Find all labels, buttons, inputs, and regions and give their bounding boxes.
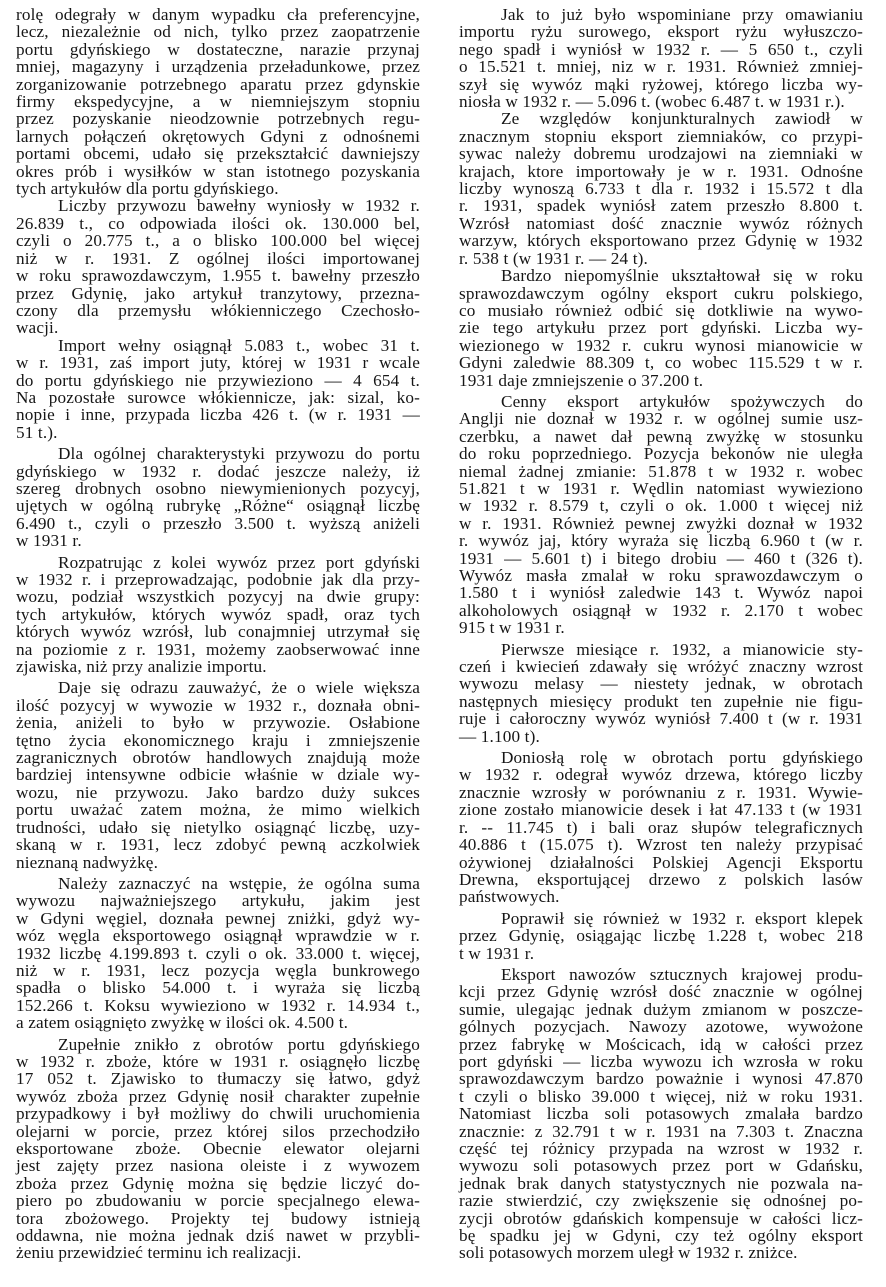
text-line: t czyli o blisko 39.000 t więcej, niż w roku 1931. bbox=[459, 1086, 863, 1106]
paragraph bbox=[459, 749, 863, 906]
text-line: czeń i kwiecień zdawały się wróżyć znaczny wzrost bbox=[459, 657, 863, 677]
text-line: Daje się odrazu zauważyć, że o wiele większa bbox=[58, 678, 420, 698]
text-line: kcji przez Gdynię wzrósł dość znacznie w ogólnej bbox=[459, 982, 863, 1002]
text-line: przypadkowy i był możliwy do chwili uruchomienia bbox=[16, 1104, 420, 1124]
text-line: lecz, niezależnie od nich, tylko przez zaopatrzenie bbox=[16, 22, 420, 42]
paragraph bbox=[16, 875, 420, 1032]
text-line: tętno życia ekonomicznego kraju i zmniejszenie bbox=[16, 730, 420, 750]
text-line: gdyńskiego w 1932 r. dodać jeszcze należy, iż bbox=[16, 461, 420, 481]
text-line: Doniosłą rolę w obrotach portu gdyńskiego bbox=[501, 748, 863, 768]
text-line: czony dla przemysłu włókienniczego Czechosło- bbox=[16, 300, 420, 320]
text-line: 1.580 t i wyniósł zaledwie 143 t. Wywóz napoi bbox=[459, 583, 863, 603]
text-line: 1931 — 5.601 t) i bitego drobiu — 460 t (326 t). bbox=[459, 548, 863, 568]
paragraph bbox=[16, 445, 420, 549]
text-line: Drewna, eksportującej drzewo z polskich lasów bbox=[459, 869, 863, 889]
text-line: eksportowane zboże. Obecnie elewator olejarni bbox=[16, 1139, 420, 1158]
text-line: niż w r. 1931. Z ogólnej ilości importowanej bbox=[16, 248, 420, 268]
text-line: szył się wywóz mąki ryżowej, którego liczba wy- bbox=[459, 74, 863, 94]
paragraph bbox=[16, 1036, 420, 1262]
text-line: wywóz zboża przez Gdynię nosił charakter zupełnie bbox=[16, 1086, 420, 1106]
text-line: na poziomie z r. 1931, możemy zaobserwować inne bbox=[16, 639, 420, 659]
text-line: Natomiast liczba soli potasowych zmalała bardzo bbox=[459, 1104, 863, 1124]
text-line: bardziej intensywne odbicie właśnie w dziale wy- bbox=[16, 765, 420, 785]
text-line: firmy ekspedycyjne, a w niemniejszym stopniu bbox=[16, 92, 420, 112]
text-line: olejarni w porcie, przez której silos przechodziło bbox=[16, 1121, 420, 1141]
text-line: Na pozostałe surowce włókiennicze, jak: sizal, ko- bbox=[16, 387, 420, 407]
paragraph bbox=[16, 197, 420, 336]
text-line: zjawiska, niż przy analizie importu. bbox=[16, 657, 267, 677]
text-line: r. 1931, spadek wyniósł zatem przeszło 8.800 t. bbox=[459, 196, 863, 216]
text-line: sumie, ulegając jednak dużym zmianom w poszcze- bbox=[459, 999, 863, 1019]
text-line: sprawozdawczym bardzo poważnie i wynosi 47.870 bbox=[459, 1069, 863, 1089]
text-line: żeniu przewidzieć terminu ich realizacji. bbox=[16, 1243, 302, 1263]
text-line: Bardzo niepomyślnie ukształtował się w roku bbox=[501, 266, 863, 286]
text-line: portu gdyńskiego w dostateczne, narazie przynaj bbox=[16, 39, 420, 59]
text-line: nopie i inne, przypada liczba 426 t. (w r. 1931 — bbox=[16, 405, 420, 425]
text-line: 1931 daje zmniejszenie o 37.200 t. bbox=[459, 370, 704, 390]
text-line: tych artykułów dla portu gdyńskiego. bbox=[16, 179, 279, 199]
paragraph bbox=[459, 6, 863, 110]
text-column-right bbox=[459, 6, 863, 1262]
text-line: wozu, nie przywozu. Jako bardzo duży sukces bbox=[16, 782, 420, 802]
text-line: znacznie: z 32.791 t w r. 1931 na 7.303 t. Znaczna bbox=[459, 1121, 863, 1141]
text-line: Liczby przywozu bawełny wyniosły w 1932 r. bbox=[58, 196, 420, 216]
text-line: w 1931 r. bbox=[16, 531, 82, 551]
text-line: w 1932 r. i przeprowadzając, podobnie jak dla przy- bbox=[16, 570, 420, 589]
text-line: w r. 1931, zaś import juty, której w 1931 r wcale bbox=[16, 353, 420, 373]
text-line: w 1932 r. zboże, które w 1931 r. osiągnęło liczbę bbox=[16, 1051, 420, 1071]
text-line: 1932 liczbę 4.199.893 t. czyli o ok. 33.000 t. więcej, bbox=[16, 943, 420, 963]
text-line: w r. 1931. Również pewnej zwyżki doznał w 1932 bbox=[459, 513, 863, 533]
text-line: o 15.521 t. mniej, niz w r. 1931. Również zmniej- bbox=[459, 57, 863, 77]
text-line: Wywóz masła zmalał w roku sprawozdawczym o bbox=[459, 566, 863, 585]
text-line: przez Gdynię, osiągając liczbę 1.228 t, wobec 218 bbox=[459, 926, 863, 946]
text-line: przez fabrykę w Mościcach, idą w całości przez bbox=[459, 1034, 863, 1054]
paragraph bbox=[16, 337, 420, 441]
paragraph bbox=[16, 679, 420, 870]
text-line: warzyw, których eksportowano przez Gdynię w 1932 bbox=[459, 231, 863, 251]
text-line: znacznie wzrosły w porównaniu z r. 1931. Wywie- bbox=[459, 782, 863, 802]
text-line: 51.821 t w 1931 r. Wędlin natomiast wywieziono bbox=[459, 478, 863, 498]
text-line: żenia, aniżeli to było w przywozie. Osłabione bbox=[16, 713, 420, 733]
text-line: r. wywóz jaj, który wyraża się liczbą 6.960 t (w r. bbox=[459, 531, 863, 551]
text-line: niemal żadnej zmianie: 51.878 t w 1932 r. wobec bbox=[459, 461, 863, 481]
text-line: następnych miesięcy produkt ten zupełnie nie figu- bbox=[459, 691, 863, 711]
text-line: t w 1931 r. bbox=[459, 943, 535, 963]
text-line: bę spadku jej w Gdyni, czy też ogólny eksport bbox=[459, 1226, 863, 1246]
paragraph bbox=[459, 267, 863, 389]
text-line: Cenny eksport artykułów spożywczych do bbox=[501, 391, 863, 411]
text-line: zorganizowanie potrzebnego aparatu przez gdynskie bbox=[16, 74, 420, 94]
text-line: a zatem osiągnięto zwyżkę w ilości ok. 4.500 t. bbox=[16, 1013, 349, 1033]
text-line: Należy zaznaczyć na wstępie, że ogólna suma bbox=[58, 873, 420, 893]
text-line: czyli o 20.775 t., a o blisko 100.000 bel więcej bbox=[16, 231, 420, 251]
text-line: Poprawił się również w 1932 r. eksport klepek bbox=[501, 908, 863, 928]
text-line: wywozu najważniejszego artykułu, jakim jest bbox=[16, 891, 420, 911]
text-line: w 1932 r. odegrał wywóz drzewa, którego liczby bbox=[459, 765, 863, 785]
text-line: piero po zbudowaniu w porcie specjalnego elewa- bbox=[16, 1191, 420, 1211]
text-line: trudności, udało się nietylko osiągnąć liczbę, uzy- bbox=[16, 817, 420, 837]
text-line: do roku poprzedniego. Pozycja bekonów nie uległa bbox=[459, 444, 863, 464]
paragraph bbox=[16, 554, 420, 676]
text-line: w roku sprawozdawczym, 1.955 t. bawełny przeszło bbox=[16, 266, 420, 286]
text-line: część tej różnicy przypada na wzrost w 1932 r. bbox=[459, 1139, 863, 1158]
text-line: — 1.100 t). bbox=[459, 726, 540, 746]
paragraph bbox=[459, 641, 863, 745]
text-line: liczby wynoszą 6.733 t dla r. 1932 i 15.572 t dla bbox=[459, 179, 863, 199]
text-line: Dla ogólnej charakterystyki przywozu do portu bbox=[58, 444, 420, 464]
text-line: jest zajęty przez nasiona oleiste i z wywozem bbox=[16, 1156, 420, 1176]
text-line: 26.839 t., co odpowiada ilości ok. 130.000 bel, bbox=[16, 213, 420, 233]
text-line: 152.266 t. Koksu wywieziono w 1932 r. 14.934 t., bbox=[16, 995, 420, 1015]
text-line: ilość pozycyj w wywozie w 1932 r., doznała obni- bbox=[16, 695, 420, 715]
text-line: r. -- 11.745 t) i bali oraz słupów telegraficznych bbox=[459, 817, 863, 837]
text-line: zagranicznych obrotów handlowych znajdują może bbox=[16, 748, 420, 768]
text-line: rolę odegrały w danym wypadku cła preferencyjne, bbox=[16, 5, 420, 24]
text-line: Zupełnie znikło z obrotów portu gdyńskiego bbox=[58, 1034, 420, 1054]
text-line: Import wełny osiągnął 5.083 t., wobec 31 t. bbox=[58, 335, 420, 355]
text-line: których wywóz wzrósł, lub conajmniej utrzymał się bbox=[16, 622, 420, 642]
text-line: sywac należy dobremu urodzajowi na ziemniaki w bbox=[459, 144, 863, 164]
paragraph bbox=[16, 6, 420, 197]
text-line: 51 t.). bbox=[16, 422, 58, 442]
text-line: zboża przez Gdynię można się będzie liczyć do- bbox=[16, 1173, 420, 1193]
paragraph bbox=[459, 393, 863, 637]
paragraph bbox=[459, 966, 863, 1262]
text-line: spadła o blisko 54.000 t. i wyraża się liczbą bbox=[16, 978, 420, 998]
text-line: 915 t w 1931 r. bbox=[459, 618, 565, 638]
paragraph bbox=[459, 110, 863, 267]
text-line: Wzrósł natomiast dość znacznie wywóz różnych bbox=[459, 213, 863, 233]
text-line: ożywionej działalności Polskiej Agencji Eksportu bbox=[459, 852, 863, 872]
text-line: jednak brak danych statystycznych nie pozwala na- bbox=[459, 1173, 863, 1193]
text-line: niosła w 1932 r. — 5.096 t. (wobec 6.487 t. w 1931 r.). bbox=[459, 92, 845, 112]
text-line: razie stwierdzić, czy zwiększenie się odnośnej po- bbox=[459, 1191, 863, 1211]
text-line: portu uważać zatem można, że mimo wielkich bbox=[16, 800, 420, 820]
text-line: zione zostało mianowicie desek i łat 47.133 t (w 1931 bbox=[459, 800, 863, 820]
text-line: do portu gdyńskiego nie przywieziono — 4 654 t. bbox=[16, 370, 420, 390]
text-line: 40.886 t (15.075 t). Wzrost ten należy przypisać bbox=[459, 835, 863, 855]
text-line: oddawna, nie można jednak dziś nawet w przybli- bbox=[16, 1226, 420, 1246]
text-line: szereg drobnych osobno niewymienionych pozycyj, bbox=[16, 478, 420, 498]
text-line: larnych połączeń okrętowych Gdyni z odnośnemi bbox=[16, 126, 420, 146]
text-line: Eksport nawozów sztucznych krajowej produ- bbox=[501, 964, 863, 984]
text-line: Ze względów konjunkturalnych zawiodł w bbox=[501, 109, 863, 129]
text-line: Gdyni zaledwie 88.309 t, co wobec 115.529 t w r. bbox=[459, 353, 863, 373]
text-line: r. 538 t (w 1931 r. — 24 t). bbox=[459, 248, 648, 268]
text-line: przez Gdynię, jako artykuł tranzytowy, przezna- bbox=[16, 283, 420, 303]
text-line: 17 052 t. Zjawisko to tłumaczy się łatwo, gdyż bbox=[16, 1069, 420, 1089]
text-line: znacznym stopniu eksport ziemniaków, co przypi- bbox=[459, 126, 863, 146]
text-line: krajach, ktore importowały je w r. 1931. Odnośne bbox=[459, 161, 863, 181]
text-line: wacji. bbox=[16, 318, 59, 338]
text-line: mniej, magazyny i urządzenia przeładunkowe, przez bbox=[16, 57, 420, 77]
text-line: gólnych pozycjach. Nawozy azotowe, wywożone bbox=[459, 1017, 863, 1037]
text-line: port gdyński — liczba wywozu ich wzrosła w roku bbox=[459, 1051, 863, 1071]
text-line: Anglji nie doznał w 1932 r. w ogólnej sumie usz- bbox=[459, 409, 863, 429]
text-line: nego spadł i wyniósł w 1932 r. — 5 650 t., czyli bbox=[459, 39, 863, 59]
text-line: sprawozdawczym ogólny eksport cukru polskiego, bbox=[459, 283, 863, 303]
text-line: tych artykułów, których wywóz spadł, oraz tych bbox=[16, 604, 420, 624]
text-line: wywozu melasy — niestety jednak, w obrotach bbox=[459, 674, 863, 694]
text-line: Rozpatrując z kolei wywóz przez port gdyński bbox=[58, 552, 420, 572]
text-line: Jak to już było wspominiane przy omawianiu bbox=[501, 5, 863, 24]
text-line: skaną w r. 1931, lecz zdobyć pewną aczkolwiek bbox=[16, 835, 420, 855]
text-column-left bbox=[16, 6, 420, 1262]
paragraph bbox=[459, 910, 863, 962]
text-line: alkoholowych osiągnął w 1932 r. 2.170 t wobec bbox=[459, 600, 863, 620]
text-line: ujętych w ogólną rubrykę „Różne“ osiągnął liczbę bbox=[16, 496, 420, 516]
text-line: portami obcemi, udało się przekształcić dawniejszy bbox=[16, 144, 420, 164]
text-line: czerbku, a nawet dał pewną zwyżkę w stosunku bbox=[459, 426, 863, 446]
text-line: w Gdyni węgiel, doznała pewnej zniżki, gdyż wy- bbox=[16, 908, 420, 928]
text-line: Pierwsze miesiące r. 1932, a mianowicie sty- bbox=[501, 639, 863, 659]
text-line: zie tego artykułu przez port gdyński. Liczba wy- bbox=[459, 318, 863, 338]
text-line: przez pozyskanie nieodzownie potrzebnych regu- bbox=[16, 109, 420, 129]
text-line: w 1932 r. 8.579 t, czyli o ok. 1.000 t więcej niż bbox=[459, 496, 863, 516]
text-line: niż w r. 1931, lecz pozycja węgla bunkrowego bbox=[16, 960, 420, 980]
text-line: co musiało również odbić się dotkliwie na wywo- bbox=[459, 300, 863, 320]
text-line: okres prób i wysiłków w stan istotnego pozyskania bbox=[16, 161, 420, 181]
text-line: 6.490 t., czyli o przeszło 3.500 t. wyższą aniżeli bbox=[16, 513, 420, 533]
text-line: wywozu soli potasowych przez port w Gdańsku, bbox=[459, 1156, 863, 1176]
text-line: importu ryżu surowego, eksport ryżu wyłuszczo- bbox=[459, 22, 863, 42]
text-line: wóz węgla eksportowego osiągnął wprawdzie w r. bbox=[16, 926, 420, 946]
text-line: nieznaną nadwyżkę. bbox=[16, 852, 159, 872]
text-line: zycji obrotów gdańskich kompensuje w całości licz- bbox=[459, 1208, 863, 1228]
text-line: wiezionego w 1932 r. cukru wynosi mianowicie w bbox=[459, 335, 863, 355]
text-line: soli potasowych morzem uległ w 1932 r. zniżce. bbox=[459, 1243, 798, 1263]
text-line: ruje i całoroczny wywóz wyniósł 7.400 t (w r. 1931 bbox=[459, 709, 863, 729]
text-line: państwowych. bbox=[459, 887, 560, 907]
text-line: tora zbożowego. Projekty tej budowy istnieją bbox=[16, 1208, 420, 1228]
text-line: wozu, podział wszystkich pozycyj na dwie grupy: bbox=[16, 587, 420, 607]
